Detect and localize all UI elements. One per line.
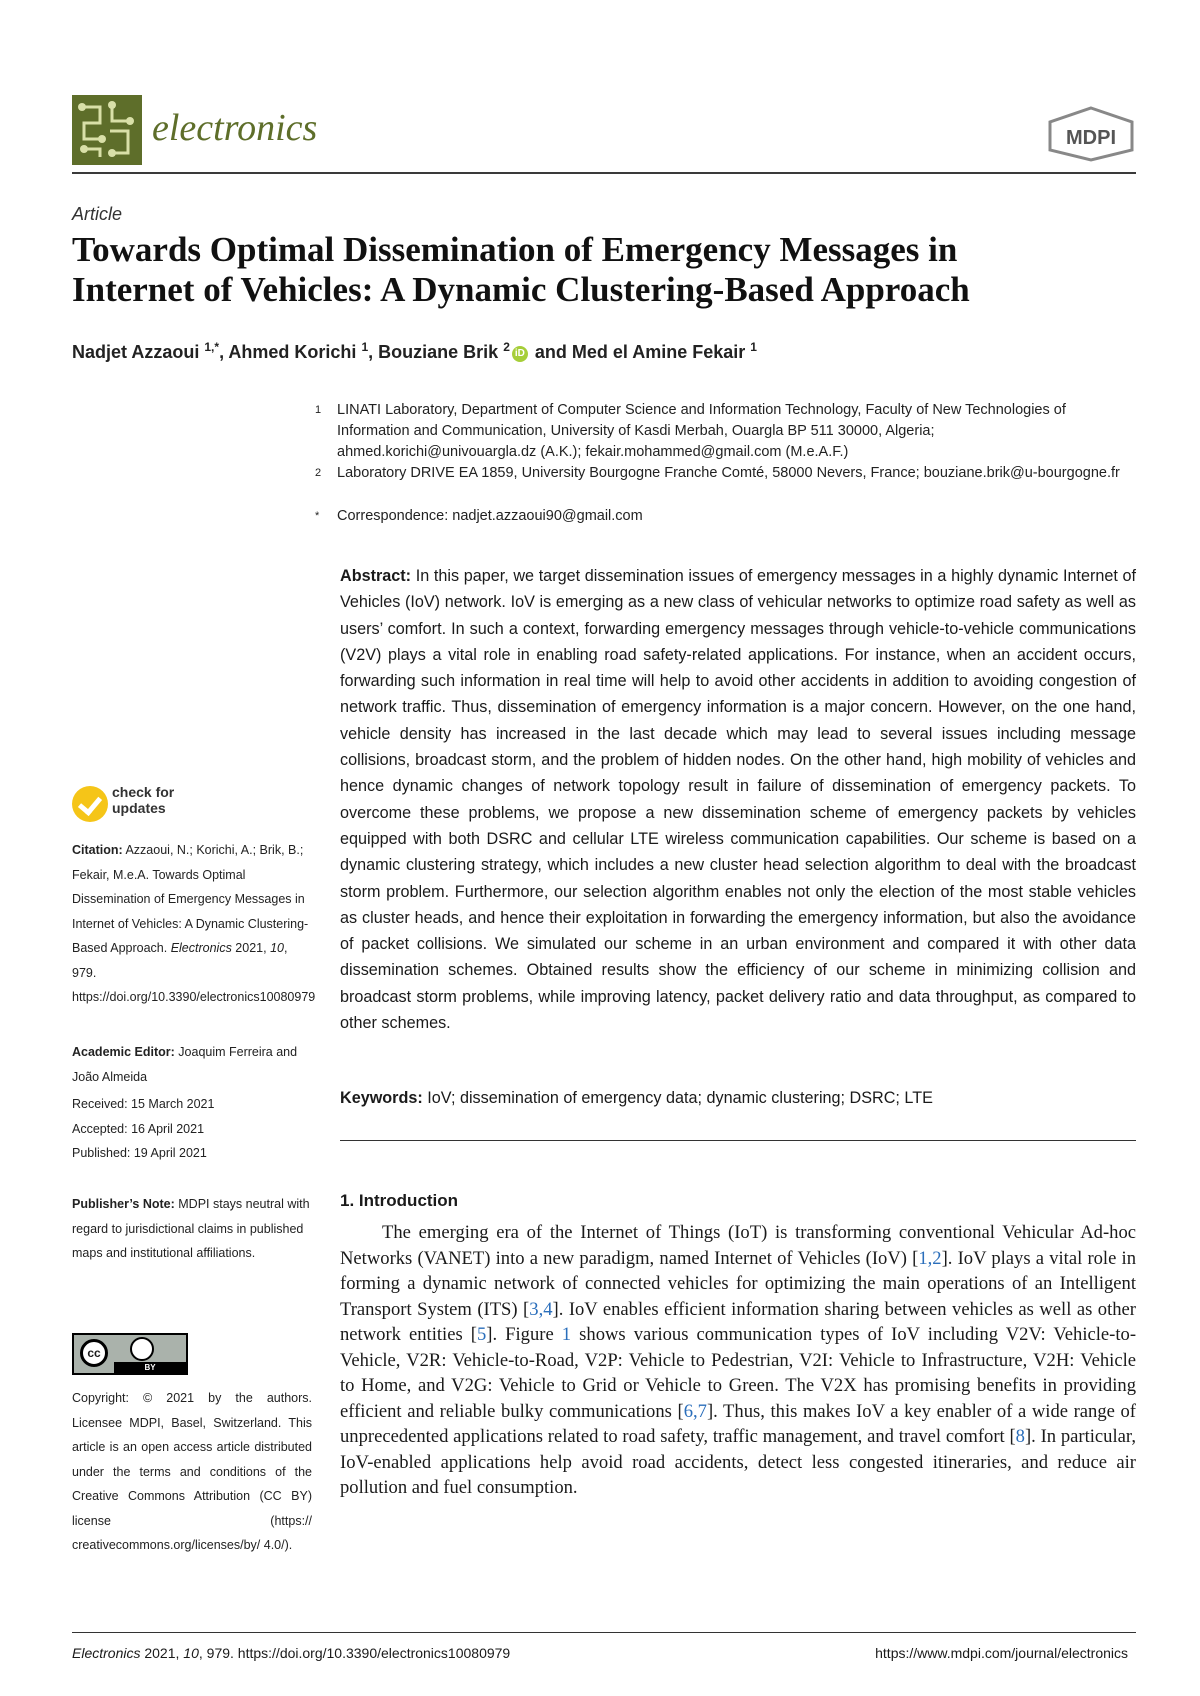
cc-license-icon[interactable]	[72, 1333, 188, 1375]
citation-journal: Electronics	[170, 941, 232, 955]
mdpi-logo-icon	[1046, 106, 1136, 162]
author-affiliation-marker: 1,*	[204, 340, 220, 354]
keywords-label: Keywords:	[340, 1089, 423, 1107]
note-label: Publisher’s Note:	[72, 1197, 175, 1211]
orcid-icon[interactable]: iD	[512, 346, 528, 362]
footer-doi[interactable]: , 979. https://doi.org/10.3390/electronics10080979	[198, 1645, 511, 1661]
section-heading: 1. Introduction	[340, 1191, 459, 1210]
author-name[interactable]: Ahmed Korichi	[228, 342, 357, 362]
journal-url-link[interactable]: https://www.mdpi.com/journal/electronics	[875, 1645, 1128, 1661]
author-separator: ,	[219, 342, 229, 362]
author-name[interactable]: Bouziane Brik	[378, 342, 499, 362]
intro-paragraph	[340, 1220, 1136, 1501]
author-affiliation-marker: 2	[503, 340, 510, 354]
title-line-2: Internet of Vehicles: A Dynamic Clustering-Based Approach	[72, 270, 970, 309]
citation-doi[interactable]: , 979. https://doi.org/10.3390/electronics10080979	[72, 941, 316, 1004]
affiliation-number: *	[315, 510, 320, 522]
copyright-notice: Copyright: © 2021 by the authors. Licensee MDPI, Basel, Switzerland. This article is an open access article distributed under the terms and conditions of the Creative Commons Attribution (CC BY) license (https:// creativecommons.org/licenses/by/ 4.0/).	[72, 1391, 312, 1552]
author-affiliation-marker: 1	[750, 340, 757, 354]
cc-icon: cc	[80, 1339, 108, 1367]
note-text: MDPI stays neutral with regard to jurisdictional claims in published maps and institutional affiliations.	[72, 1197, 310, 1260]
editor-label: Academic Editor:	[72, 1045, 175, 1059]
footer-volume: 10	[183, 1645, 199, 1661]
citation-link[interactable]: 8	[1015, 1426, 1025, 1447]
paragraph-text: ]. IoV enables efficient information sharing between vehicles as well as other network entities [	[340, 1298, 1136, 1345]
citation-link[interactable]: 3,4	[529, 1298, 553, 1320]
keywords	[340, 1089, 1136, 1108]
abstract-label: Abstract:	[340, 567, 412, 585]
paragraph-text: ]. In particular, IoV-enabled applications help avoid road accidents, detect less congested itineraries, and reduce air pollution and fuel consumption.	[340, 1426, 1136, 1498]
affiliation-text: LINATI Laboratory, Department of Computer Science and Information Technology, Faculty of New Technologies of Information and Communication, University of Kasdi Merbah, Ouargla BP 511 30000, Algeria; ahmed.korichi@univouargla.dz (A.K.); fekair.mohammed@gmail.com (M.e.A.F.)	[337, 402, 1066, 460]
paragraph-text: shows various communication types of IoV including V2V: Vehicle-to-Vehicle, V2R: Vehicle-to-Road, V2P: Vehicle to Pedestrian, V2I: Vehicle to Infrastructure, V2H: Vehicle to Home, and V2G: Vehicle to Grid or Vehicle to Green. The V2X has promising benefits in providing efficient and reliable bulky communications [	[340, 1324, 1137, 1422]
received-date: Received: 15 March 2021	[72, 1097, 215, 1111]
correspondence-text[interactable]: Correspondence: nadjet.azzaoui90@gmail.com	[337, 508, 643, 524]
footer-year: 2021,	[140, 1645, 184, 1661]
affiliation-number: 2	[315, 467, 322, 479]
paragraph-text: The emerging era of the Internet of Things (IoT) is transforming conventional Vehicular Ad-hoc Networks (VANET) into a new paradigm, named Internet of Vehicles (IoV) [	[340, 1222, 1136, 1269]
published-date: Published: 19 April 2021	[72, 1146, 207, 1160]
check-icon	[72, 786, 108, 822]
abstract-text: In this paper, we target dissemination issues of emergency messages in a highly dynamic Internet of Vehicles (IoV) network. IoV is emerging as a new class of vehicular networks to optimize road safety as well as users’ comfort. In such a context, forwarding emergency messages through vehicle-to-vehicle communications (V2V) plays a vital role in enabling road safety-related applications. For instance, when an accident occurs, forwarding such information in real time will help to avoid other accidents in addition to avoiding congestion of network traffic. Thus, dissemination of emergency information is a major concern. However, on the one hand, vehicle density has increased in the last decade which may lead to several issues including message collisions, broadcast storm, and the problem of hidden nodes. On the other hand, high mobility of vehicles and hence dynamic changes of network topology result in failure of dissemination of emergency packets. To overcome these problems, we propose a new dissemination scheme of emergency packets by vehicles equipped with both DSRC and cellular LTE wireless communication capabilities. Our scheme is based on a dynamic clustering strategy, which includes a new cluster head selection algorithm to deal with the broadcast storm problem. Furthermore, our selection algorithm enables not only the election of the most stable vehicles as cluster heads, and hence their exploitation in forwarding the emergency information, but also the avoidance of packet collisions. We simulated our scheme in an urban environment and compared it with other data dissemination schemes. Obtained results show the efficiency of our scheme in minimizing collision and broadcast storm problems, while improving latency, packet delivery ratio and data throughput, as compared to other schemes.	[340, 567, 1136, 1033]
citation-block	[72, 838, 316, 1010]
citation-volume: 10	[270, 941, 284, 955]
journal-name: electronics	[152, 107, 318, 149]
citation-link[interactable]: 6,7	[683, 1400, 707, 1422]
publication-dates	[72, 1092, 312, 1166]
footer-journal: Electronics	[72, 1645, 141, 1661]
author-separator: and	[529, 342, 572, 362]
title-line-1: Towards Optimal Dissemination of Emergency Messages in	[72, 230, 958, 269]
check-line-1: check for	[112, 784, 175, 800]
check-for-updates-button[interactable]	[72, 784, 192, 824]
academic-editor	[72, 1040, 312, 1089]
paragraph-text: ]. Figure	[486, 1324, 562, 1345]
citation-link[interactable]: 1,2	[918, 1247, 942, 1269]
citation-text: Azzaoui, N.; Korichi, A.; Brik, B.; Fekair, M.e.A. Towards Optimal Dissemination of Emergency Messages in Internet of Vehicles: A Dynamic Clustering-Based Approach.	[72, 843, 309, 955]
abstract	[340, 563, 1136, 1036]
check-for-updates-label	[112, 784, 174, 816]
editor-names: Joaquim Ferreira and João Almeida	[72, 1045, 298, 1084]
section-divider	[340, 1140, 1136, 1141]
affiliation-text: Laboratory DRIVE EA 1859, University Bourgogne Franche Comté, 58000 Nevers, France; bouziane.brik@u-bourgogne.fr	[337, 465, 1120, 481]
header-divider	[72, 172, 1136, 174]
affiliation-number: 1	[315, 404, 322, 416]
paper-title	[72, 230, 1136, 310]
citation-year: 2021,	[231, 941, 271, 955]
cc-by-label: BY	[114, 1362, 186, 1373]
citation-label: Citation:	[72, 843, 123, 857]
footer-citation	[72, 1645, 510, 1661]
correspondence	[315, 506, 1137, 527]
author-affiliation-marker: 1	[361, 340, 369, 354]
author-name[interactable]: Med el Amine Fekair	[571, 342, 746, 362]
citation-link[interactable]: 5	[476, 1324, 487, 1345]
article-type: Article	[72, 204, 123, 224]
author-name[interactable]: Nadjet Azzaoui	[72, 342, 200, 362]
paragraph-text: ]. IoV plays a vital role in forming a dynamic network of connected vehicles for optimizing the main operations of an Intelligent Transport System (ITS) [	[340, 1247, 1136, 1320]
footer-divider	[72, 1632, 1136, 1633]
author-list	[72, 340, 757, 363]
author-separator: ,	[368, 342, 379, 362]
check-line-2: updates	[112, 800, 166, 816]
paragraph-text: ]. Thus, this makes IoV a key enabler of a wide range of unprecedented applications related to road safety, traffic management, and travel comfort [	[340, 1400, 1136, 1447]
publisher-name: MDPI	[1066, 127, 1116, 149]
keywords-text: IoV; dissemination of emergency data; dynamic clustering; DSRC; LTE	[422, 1089, 933, 1107]
journal-logo-icon	[72, 95, 142, 165]
attribution-icon	[130, 1337, 154, 1361]
publishers-note	[72, 1192, 312, 1266]
affiliation	[315, 463, 1137, 484]
accepted-date: Accepted: 16 April 2021	[72, 1121, 205, 1136]
figure-link[interactable]: 1	[561, 1324, 572, 1345]
affiliation	[315, 400, 1137, 463]
